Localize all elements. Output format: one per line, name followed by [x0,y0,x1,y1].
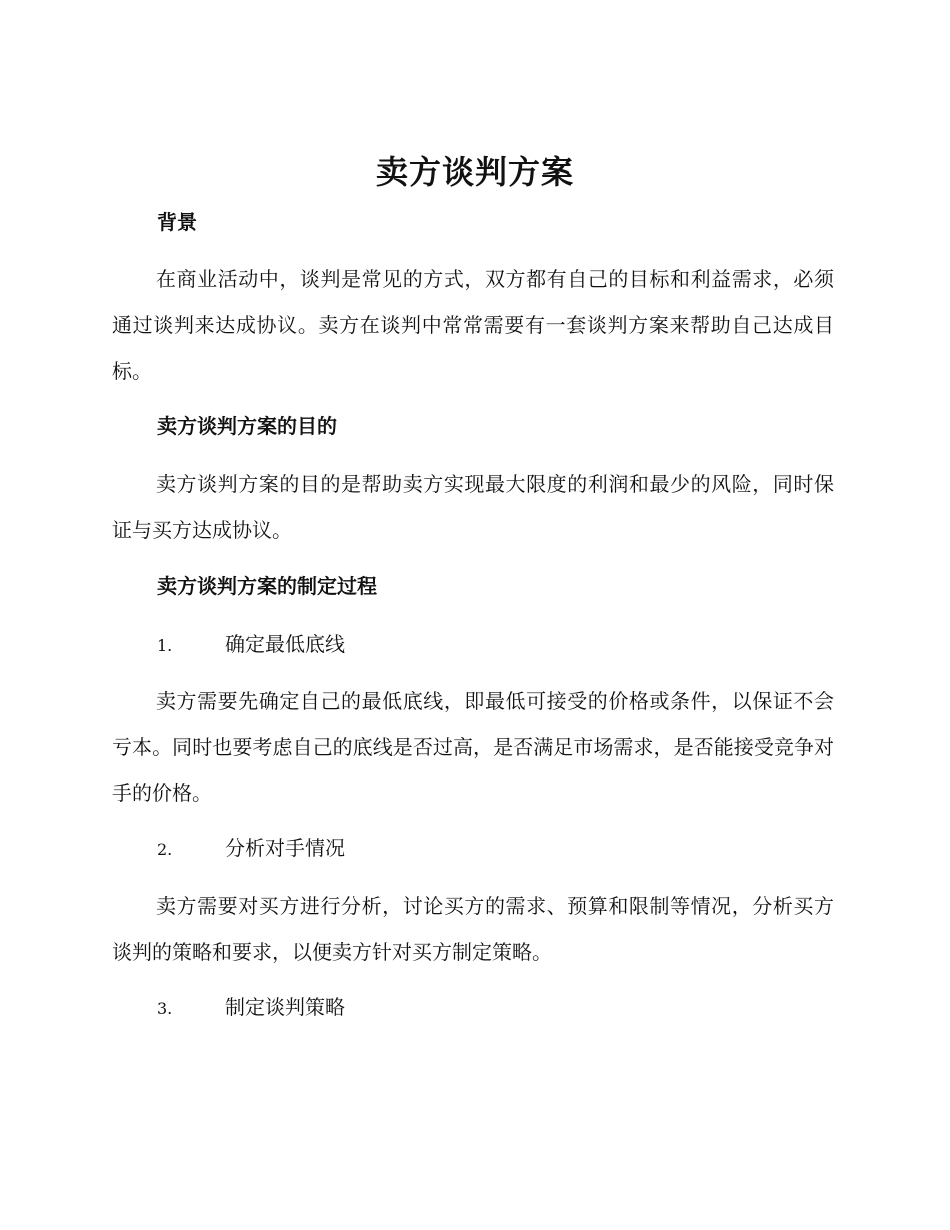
step-label: 分析对手情况 [225,836,345,860]
step-item-3 [157,993,345,1023]
step-number: 1. [157,636,173,655]
step-item-1 [157,630,345,660]
step-number: 2. [157,840,173,859]
step-2-paragraph: 卖方需要对买方进行分析，讨论买方的需求、预算和限制等情况，分析买方谈判的策略和要求，以便卖方针对买方制定策略。 [112,894,834,964]
step-item-2 [157,834,345,864]
purpose-paragraph: 卖方谈判方案的目的是帮助卖方实现最大限度的利润和最少的风险，同时保证与买方达成协议。 [112,472,834,542]
section-heading-background: 背景 [157,210,197,234]
background-paragraph: 在商业活动中，谈判是常见的方式，双方都有自己的目标和利益需求，必须通过谈判来达成协议。卖方在谈判中常常需要有一套谈判方案来帮助自己达成目标。 [112,267,834,383]
step-number: 3. [157,999,173,1018]
document-title: 卖方谈判方案 [375,153,574,191]
step-1-paragraph: 卖方需要先确定自己的最低底线，即最低可接受的价格或条件，以保证不会亏本。同时也要考虑自己的底线是否过高，是否满足市场需求，是否能接受竞争对手的价格。 [112,689,834,805]
step-label: 确定最低底线 [225,632,345,656]
section-heading-purpose: 卖方谈判方案的目的 [157,414,337,438]
section-heading-process: 卖方谈判方案的制定过程 [157,574,377,598]
step-label: 制定谈判策略 [225,995,345,1019]
